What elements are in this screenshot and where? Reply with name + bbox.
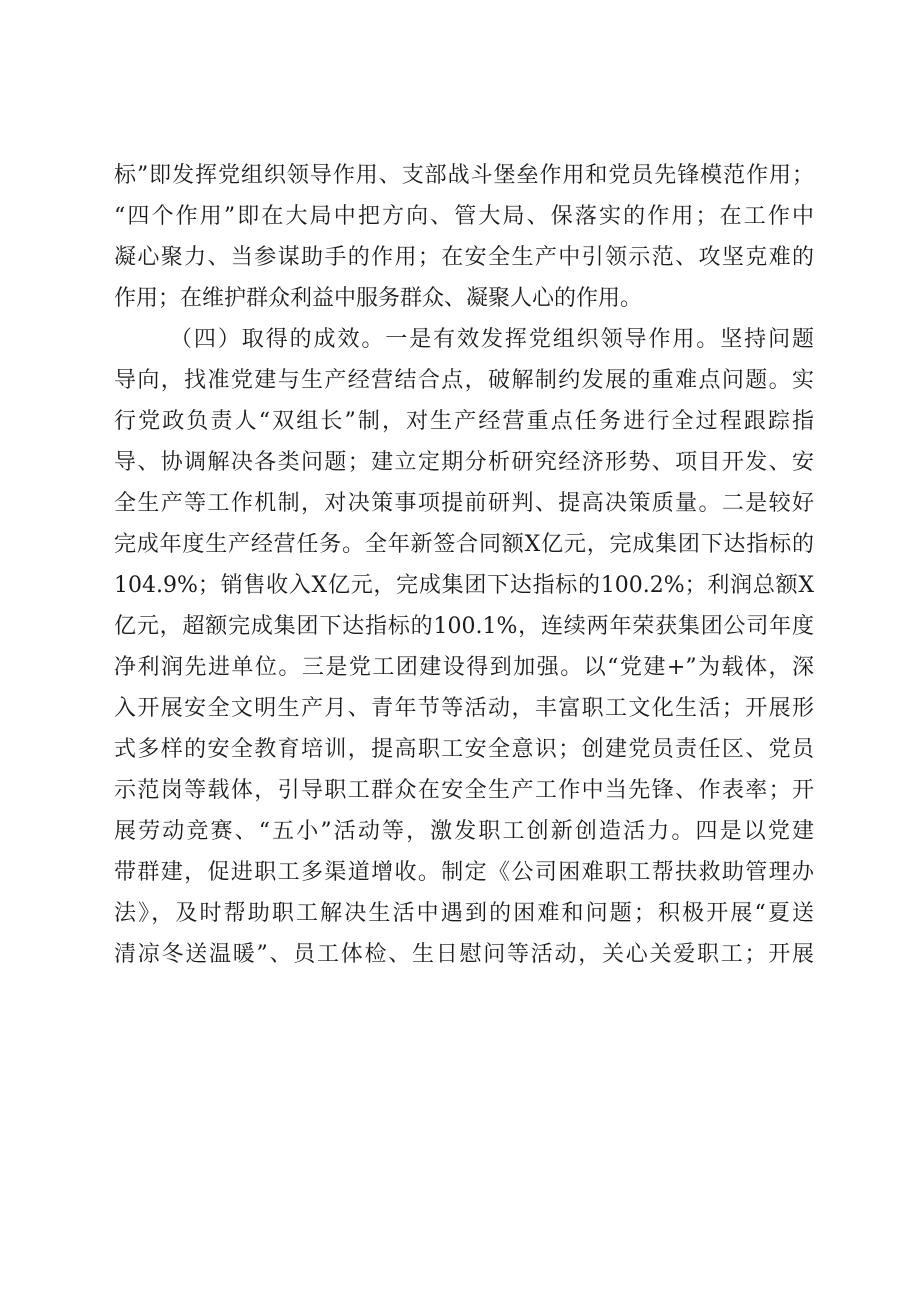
paragraph-2-line-7: 104.9%；销售收入X亿元，完成集团下达指标的100.2%；利润总额X <box>114 573 814 598</box>
paragraph-2-line-16: 清凉冬送温暖”、员工体检、生日慰问等活动，关心关爱职工；开展 <box>114 942 814 967</box>
paragraph-2-line-10: 入开展安全文明生产月、青年节等活动，丰富职工文化生活；开展形 <box>114 696 814 721</box>
paragraph-2-line-15: 法》，及时帮助职工解决生活中遇到的困难和问题；积极开展“夏送 <box>114 901 814 926</box>
paragraph-2-line-8: 亿元，超额完成集团下达指标的100.1%，连续两年荣获集团公司年度 <box>114 614 814 639</box>
paragraph-2-line-4: 导、协调解决各类问题；建立定期分析研究经济形势、项目开发、安 <box>114 450 814 475</box>
paragraph-2-line-2: 导向，找准党建与生产经营结合点，破解制约发展的重难点问题。实 <box>114 368 814 393</box>
paragraph-2-line-3: 行党政负责人“双组长”制，对生产经营重点任务进行全过程跟踪指 <box>114 409 814 434</box>
paragraph-2-line-12: 示范岗等载体，引导职工群众在安全生产工作中当先锋、作表率；开 <box>114 778 814 803</box>
paragraph-2-line-9: 净利润先进单位。三是党工团建设得到加强。以“党建+”为载体，深 <box>114 655 814 680</box>
paragraph-1-line-4: 作用；在维护群众利益中服务群众、凝聚人心的作用。 <box>114 286 643 311</box>
paragraph-2-line-6: 完成年度生产经营任务。全年新签合同额X亿元，完成集团下达指标的 <box>114 532 814 557</box>
paragraph-2-line-13: 展劳动竞赛、“五小”活动等，激发职工创新创造活力。四是以党建 <box>114 819 814 844</box>
paragraph-1-line-2: “四个作用”即在大局中把方向、管大局、保落实的作用；在工作中 <box>114 204 814 229</box>
paragraph-1-line-3: 凝心聚力、当参谋助手的作用；在安全生产中引领示范、攻坚克难的 <box>114 245 814 270</box>
paragraph-2-line-14: 带群建，促进职工多渠道增收。制定《公司困难职工帮扶救助管理办 <box>114 860 814 885</box>
document-body <box>114 155 814 975</box>
paragraph-1-line-1: 标”即发挥党组织领导作用、支部战斗堡垒作用和党员先锋模范作用； <box>114 163 814 188</box>
paragraph-2-line-1: （四）取得的成效。一是有效发挥党组织领导作用。坚持问题 <box>170 327 814 352</box>
paragraph-2-line-5: 全生产等工作机制，对决策事项提前研判、提高决策质量。二是较好 <box>114 491 814 516</box>
paragraph-2-line-11: 式多样的安全教育培训，提高职工安全意识；创建党员责任区、党员 <box>114 737 814 762</box>
